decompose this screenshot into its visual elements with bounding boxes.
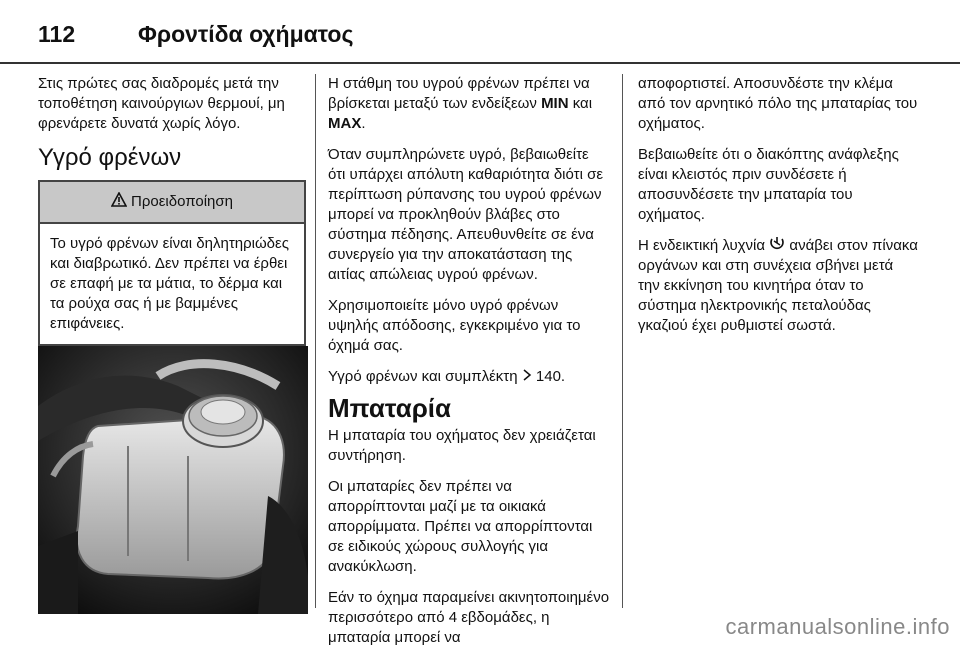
page-number: 112	[38, 20, 76, 47]
header-rule	[0, 62, 960, 64]
max-mark: MAX	[328, 115, 362, 132]
indicator-paragraph	[638, 236, 918, 336]
brake-fluid-reservoir-photo	[38, 346, 308, 614]
page-header	[38, 14, 353, 54]
level-text: Η στάθμη του υγρού φρένων πρέπει να βρίσκεται μεταξύ των ενδείξεων	[328, 75, 590, 112]
battery-heading: Μπαταρία	[328, 393, 451, 423]
brake-fluid-heading: Υγρό φρένων	[38, 144, 182, 171]
watermark: carmanualsonline.info	[725, 614, 950, 639]
throttle-indicator-icon	[769, 237, 789, 254]
level-paragraph	[328, 74, 610, 134]
indicator-text-after: ανάβει στον πίνακα οργάνων και στη συνέχεια σβήνει μετά την εκκίνηση του κινητήρα όταν το σύστημα ηλεκτρονικής πεταλούδας γκαζιού έχει ρυθμιστεί σωστά.	[638, 237, 918, 334]
and-text: και	[572, 95, 593, 112]
column-1	[38, 74, 306, 346]
ignition-paragraph: Βεβαιωθείτε ότι ο διακόπτης ανάφλεξης είναι κλειστός πριν συνδέσετε ή αποσυνδέσετε την μπαταρία του οχήματος.	[638, 146, 899, 223]
warning-header	[40, 182, 304, 224]
battery-maintenance-paragraph: Η μπαταρία του οχήματος δεν χρειάζεται συντήρηση.	[328, 427, 596, 464]
warning-body: Το υγρό φρένων είναι δηλητηριώδες και διαβρωτικό. Δεν πρέπει να έρθει σε επαφή με τα μάτια, το δέρμα και τα ρούχα σας ή με βαμμένες επιφάνειες.	[50, 235, 289, 332]
warning-triangle-icon	[111, 192, 127, 213]
reference-text: Υγρό φρένων και συμπλέκτη	[328, 368, 518, 385]
reference-paragraph	[328, 367, 610, 387]
page-title: Φροντίδα οχήματος	[138, 20, 354, 47]
refill-paragraph: Όταν συμπληρώνετε υγρό, βεβαιωθείτε ότι υπάρχει απόλυτη καθαριότητα διότι σε περίπτωση ρύπανσης του υγρού φρένων μπορεί να προκληθούν βλάβες στο σύστημα πέδησης. Απευθυνθείτε σε ένα συνεργείο για την αποκατάσταση της αιτίας απώλειας υγρού φρένων.	[328, 146, 604, 283]
warning-title: Προειδοποίηση	[131, 193, 233, 210]
page-reference-icon	[522, 368, 536, 385]
indicator-text-before: Η ενδεικτική λυχνία	[638, 237, 766, 254]
column-2	[328, 74, 610, 659]
battery-idle-paragraph: Εάν το όχημα παραμείνει ακινητοποιημένο περισσότερο από 4 εβδομάδες, η μπαταρία μπορεί να	[328, 589, 610, 646]
column-3	[638, 74, 918, 347]
battery-disposal-paragraph: Οι μπαταρίες δεν πρέπει να απορρίπτονται μαζί με τα οικιακά απορρίμματα. Πρέπει να απορρίπτονται σε ειδικούς χώρους συλλογής για ανακύκλωση.	[328, 478, 593, 575]
period-text: .	[361, 115, 366, 132]
disconnect-paragraph: αποφορτιστεί. Αποσυνδέστε την κλέμα από τον αρνητικό πόλο της μπαταρίας του οχήματος.	[638, 75, 918, 132]
intro-paragraph: Στις πρώτες σας διαδρομές μετά την τοποθέτηση καινούργιων θερμουί, μη φρενάρετε δυνατά χωρίς λόγο.	[38, 75, 285, 132]
warning-box	[38, 180, 306, 346]
column-divider-2	[622, 74, 623, 608]
reference-page: 140.	[535, 368, 566, 385]
min-mark: MIN	[541, 95, 569, 112]
usage-paragraph: Χρησιμοποιείτε μόνο υγρό φρένων υψηλής απόδοσης, εγκεκριμένο για το όχημά σας.	[328, 297, 581, 354]
column-divider-1	[315, 74, 316, 608]
